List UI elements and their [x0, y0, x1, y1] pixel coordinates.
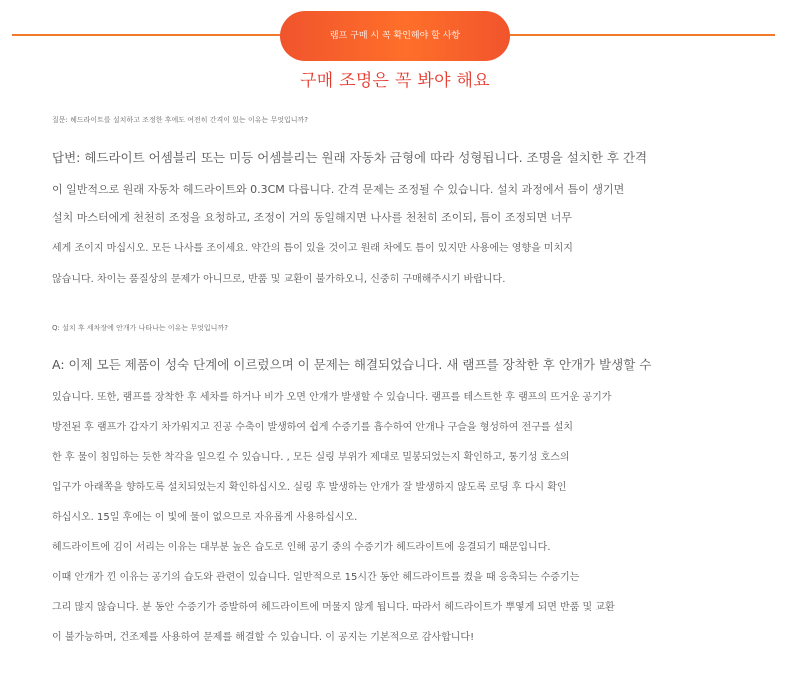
faq1-question: 질문: 헤드라이트를 설치하고 조정한 후에도 여전히 간격이 있는 이유는 무엇입니까?: [52, 116, 309, 124]
faq1-answer-line: 이 일반적으로 원래 자동차 헤드라이트와 0.3CM 다릅니다. 간격 문제는 조정될 수 있습니다. 설치 과정에서 틈이 생기면: [52, 183, 625, 196]
faq2-answer-line: 이때 안개가 낀 이유는 공기의 습도와 관련이 있습니다. 일반적으로 15시간 동안 헤드라이트를 켰을 때 응축되는 수증기는: [52, 572, 580, 583]
faq1-answer-line: 세게 조이지 마십시오. 모든 나사를 조이세요. 약간의 틈이 있을 것이고 원래 차에도 틈이 있지만 사용에는 영향을 미치지: [52, 243, 573, 254]
header-pill-label: 램프 구매 시 꼭 확인해야 할 사항: [329, 31, 461, 41]
faq2-answer-line: 헤드라이트에 김이 서리는 이유는 대부분 높은 습도로 인해 공기 중의 수증기가 헤드라이트에 응결되기 때문입니다.: [52, 542, 551, 553]
faq2-answer-line: A: 이제 모든 제품이 성숙 단계에 이르렀으며 이 문제는 해결되었습니다. 새 램프를 장착한 후 안개가 발생할 수: [52, 357, 652, 372]
faq2-answer-line: 이 불가능하며, 건조제를 사용하여 문제를 해결할 수 있습니다. 이 공지는 기본적으로 감사합니다!: [52, 632, 475, 643]
header-pill-badge: [280, 11, 510, 61]
faq1-answer-line: 답변: 헤드라이트 어셈블리 또는 미등 어셈블리는 원래 자동차 금형에 따라 성형됩니다. 조명을 설치한 후 간격: [52, 150, 648, 165]
faq2-answer-line: 입구가 아래쪽을 향하도록 설치되었는지 확인하십시오. 실링 후 발생하는 안개가 잘 발생하지 않도록 로딩 후 다시 확인: [52, 482, 567, 493]
faq2-question: Q: 설치 후 세차장에 안개가 나타나는 이유는 무엇입니까?: [52, 324, 228, 332]
faq2-answer-line: 하십시오. 15일 후에는 이 빛에 물이 없으므로 자유롭게 사용하십시오.: [52, 512, 358, 523]
faq1-answer-line: 않습니다. 차이는 품질상의 문제가 아니므로, 반품 및 교환이 불가하오니, 신중히 구매해주시기 바랍니다.: [52, 274, 506, 285]
page-subtitle: 구매 조명은 꼭 봐야 해요: [299, 71, 491, 91]
faq2-answer-line: 있습니다. 또한, 램프를 장착한 후 세차를 하거나 비가 오면 안개가 발생할 수 있습니다. 램프를 테스트한 후 램프의 뜨거운 공기가: [52, 392, 612, 403]
faq2-answer-line: 한 후 물이 침입하는 듯한 착각을 일으킬 수 있습니다. , 모든 실링 부위가 제대로 밀봉되었는지 확인하고, 통기성 호스의: [52, 452, 570, 463]
faq2-answer-line: 방전된 후 램프가 갑자기 차가워지고 진공 수축이 발생하여 쉽게 수증기를 흡수하여 안개나 구슬을 형성하여 전구를 설치: [52, 422, 574, 433]
faq2-answer-line: 그리 많지 않습니다. 분 동안 수증기가 증발하여 헤드라이트에 머물지 않게 됩니다. 따라서 헤드라이트가 뿌옇게 되면 반품 및 교환: [52, 602, 615, 613]
faq1-answer-line: 설치 마스터에게 천천히 조정을 요청하고, 조정이 거의 동일해지면 나사를 천천히 조이되, 틈이 조정되면 너무: [52, 211, 572, 224]
